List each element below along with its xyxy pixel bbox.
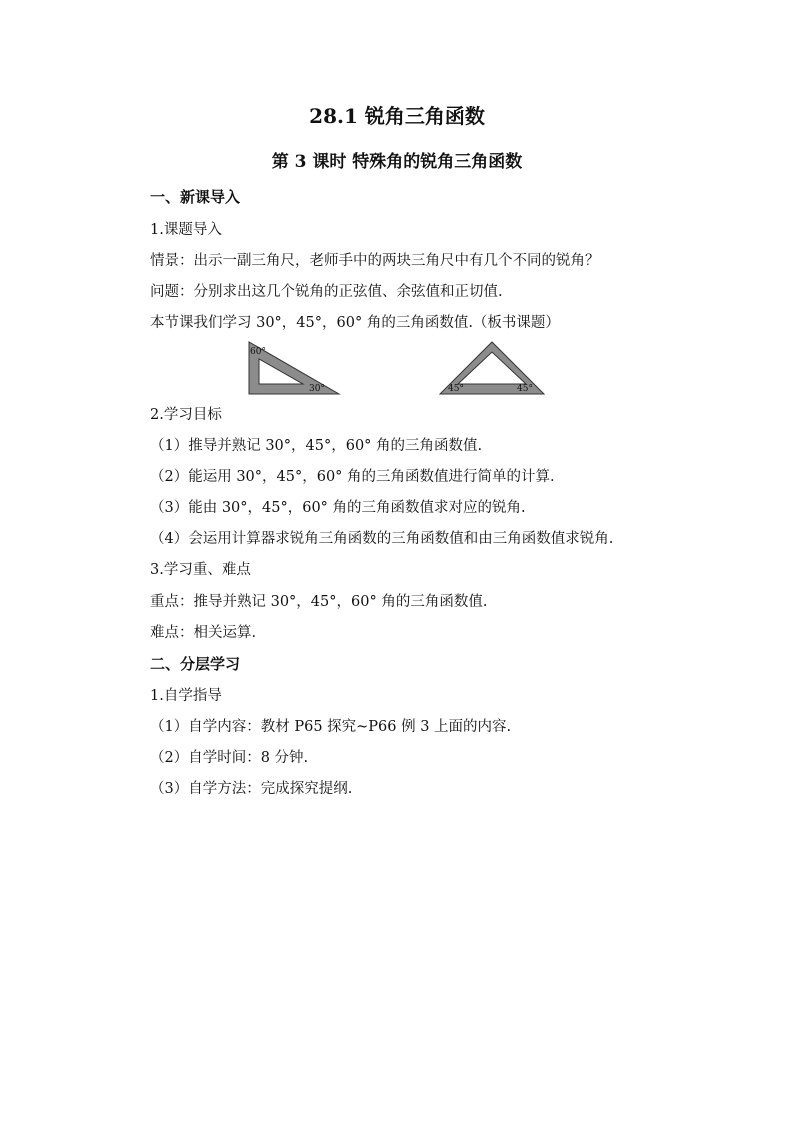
scene-text: 情景：出示一副三角尺，老师手中的两块三角尺中有几个不同的锐角？	[150, 253, 600, 269]
question-text: 问题：分别求出这几个锐角的正弦值、余弦值和正切值.	[150, 284, 503, 300]
goal-4: （4）会运用计算器求锐角三角函数的三角函数值和由三角函数值求锐角.	[150, 531, 614, 547]
key-point: 重点：推导并熟记 30°，45°，60° 角的三角函数值.	[150, 594, 488, 610]
isosceles-triangle-set-square	[440, 342, 544, 394]
item-key-difficult-points: 3.学习重、难点	[150, 562, 251, 578]
goal-1: （1）推导并熟记 30°，45°，60° 角的三角函数值.	[150, 438, 483, 454]
item-self-study: 1.自学指导	[150, 688, 222, 704]
right-triangle-set-square	[249, 342, 339, 394]
guide-2: （2）自学时间：8 分钟.	[150, 750, 309, 766]
section-heading-layered: 二、分层学习	[150, 655, 241, 673]
item-learning-goals: 2.学习目标	[150, 407, 222, 423]
guide-1: （1）自学内容：教材 P65 探究~P66 例 3 上面的内容.	[150, 719, 512, 735]
goal-3: （3）能由 30°，45°，60° 角的三角函数值求对应的锐角.	[150, 500, 526, 516]
difficult-point: 难点：相关运算.	[150, 625, 257, 641]
angle-label-60: 60°	[250, 347, 266, 357]
angle-label-45-left: 45°	[448, 384, 464, 394]
document-title: 28.1 锐角三角函数	[309, 104, 485, 128]
angle-label-45-right: 45°	[517, 384, 533, 394]
guide-3: （3）自学方法：完成探究提纲.	[150, 781, 353, 797]
section-heading-intro: 一、新课导入	[150, 188, 241, 206]
set-squares-figure	[240, 336, 560, 400]
angle-label-30: 30°	[309, 384, 325, 394]
item-topic-intro: 1.课题导入	[150, 222, 222, 238]
goal-2: （2）能运用 30°，45°，60° 角的三角函数值进行简单的计算.	[150, 469, 555, 485]
lesson-subtitle: 第 3 课时 特殊角的锐角三角函数	[271, 152, 523, 172]
lesson-intro-text: 本节课我们学习 30°，45°，60° 角的三角函数值.（板书课题）	[150, 315, 560, 331]
